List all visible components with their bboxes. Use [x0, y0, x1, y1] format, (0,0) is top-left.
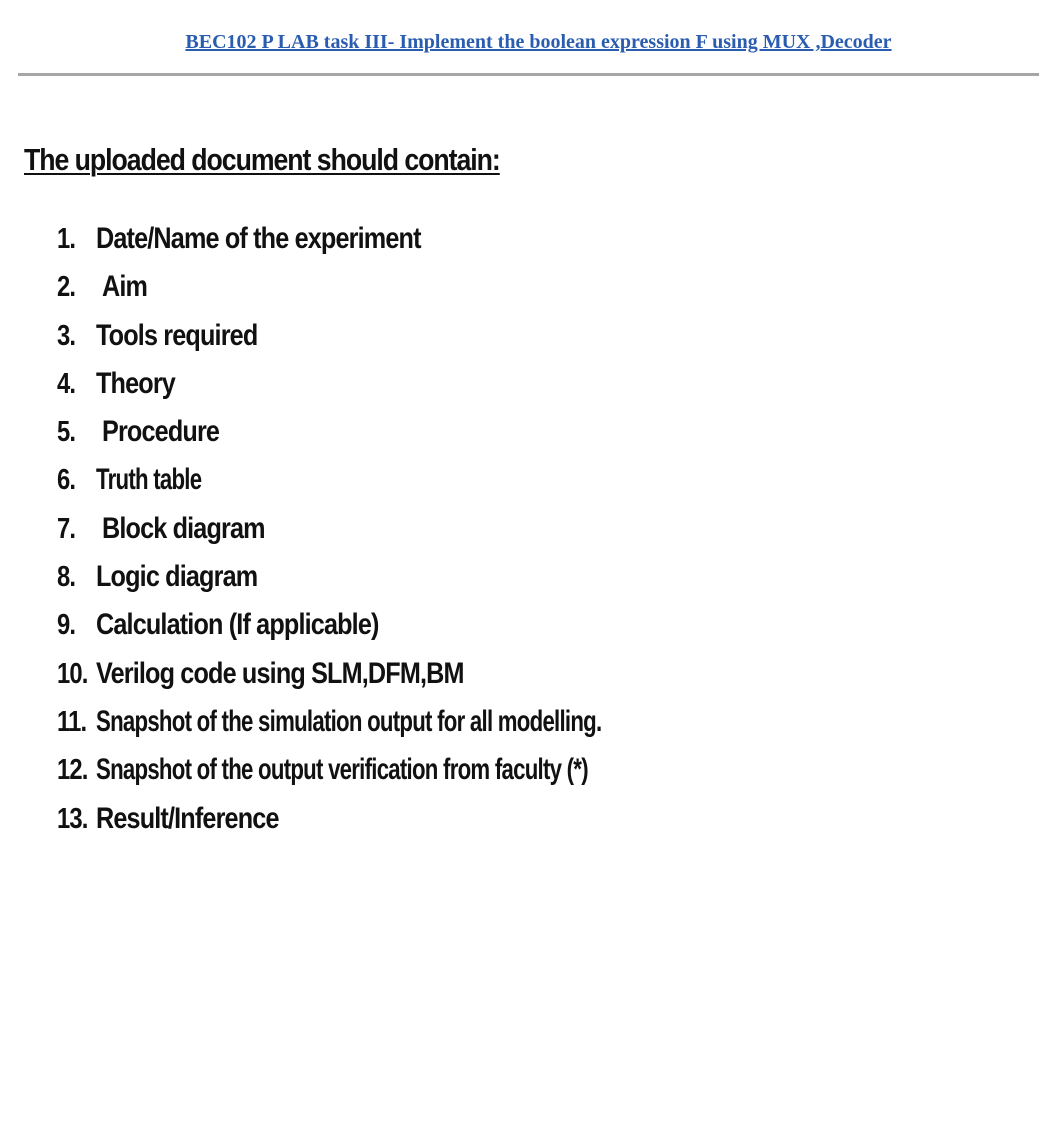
list-item-label: Aim — [102, 270, 148, 304]
list-item-number: 11. — [57, 705, 87, 738]
list-item-label: Snapshot of the output verification from faculty (*) — [96, 753, 588, 787]
list-item-label: Theory — [96, 366, 175, 400]
list-item-label: Block diagram — [102, 511, 265, 545]
list-item-label: Truth table — [96, 463, 202, 497]
list-item-label: Tools required — [96, 318, 258, 352]
list-item-label: Verilog code using SLM,DFM,BM — [96, 656, 464, 690]
horizontal-rule — [18, 73, 1039, 76]
list-item-number: 10. — [57, 657, 88, 690]
list-item-number: 4. — [57, 367, 76, 400]
list-item-label: Logic diagram — [96, 560, 258, 594]
list-item-label: Date/Name of the experiment — [96, 222, 421, 255]
list-item-number: 6. — [57, 464, 76, 497]
list-item-number: 13. — [57, 802, 88, 835]
list-item-number: 1. — [57, 223, 76, 255]
list-item-number: 5. — [57, 416, 76, 449]
list-item-number: 12. — [57, 754, 88, 787]
list-item-label: Calculation (If applicable) — [96, 608, 379, 642]
list-item-number: 7. — [57, 512, 76, 545]
list-item-label: Snapshot of the simulation output for all modelling. — [96, 704, 602, 738]
list-item-label: Procedure — [102, 415, 220, 449]
list-item-number: 9. — [57, 609, 76, 642]
list-item-number: 3. — [57, 319, 76, 352]
list-item-number: 2. — [57, 271, 76, 304]
document-title-link[interactable]: BEC102 P LAB task III- Implement the boolean expression F using MUX ,Decoder — [185, 31, 892, 53]
list-item-label: Result/Inference — [96, 801, 279, 835]
section-heading: The uploaded document should contain: — [24, 142, 500, 177]
list-item-number: 8. — [57, 561, 76, 594]
